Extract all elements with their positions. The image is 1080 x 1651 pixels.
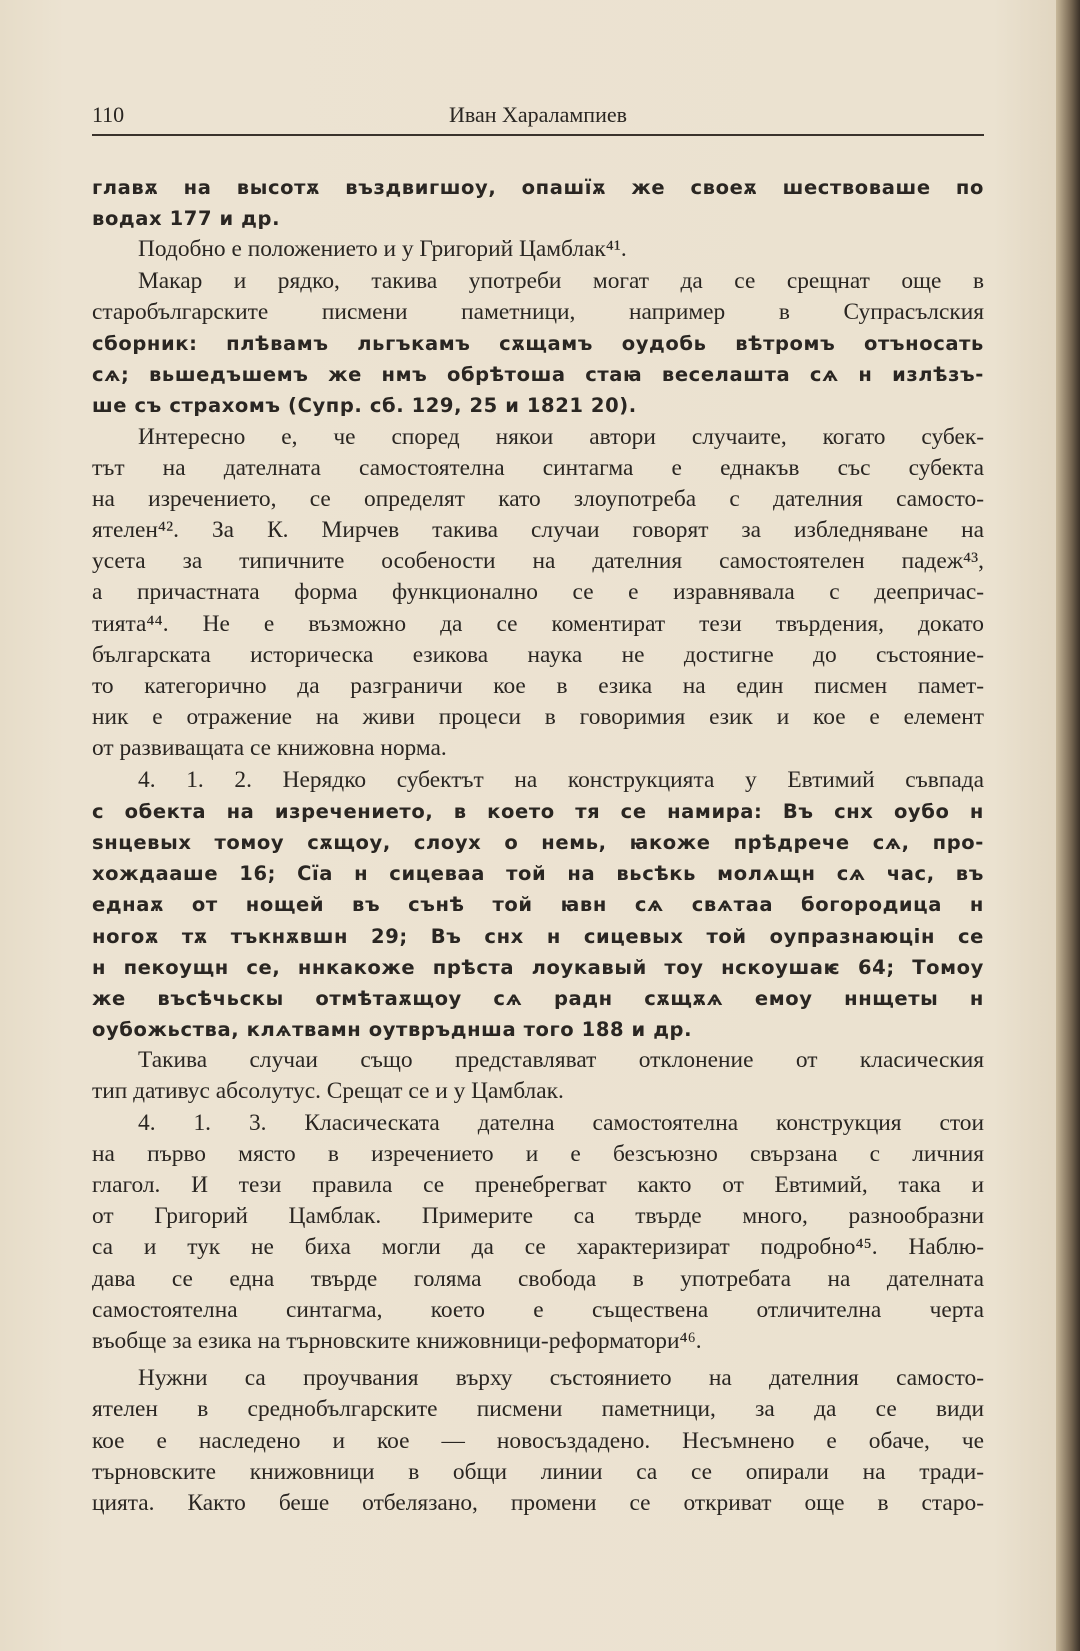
text-line: 4. 1. 2. Нерядко субектът на конструкцията у Евтимий съвпада	[138, 766, 984, 793]
running-head: Иван Харалампиев	[449, 102, 627, 127]
text-line: дава се една твърде голяма свобода в употребата на дателната	[92, 1265, 984, 1292]
text-line: Нужни са проучвания върху състоянието на дателния самосто-	[138, 1365, 984, 1392]
header-rule	[92, 134, 984, 136]
church-slavonic-line: хождааше 16; Сїа н сицеваа той на вьсѣкь молѧщн сѧ час, въ	[92, 862, 984, 886]
text-line: тът на дателната самостоятелна синтагма е еднакъв със субекта	[92, 454, 984, 481]
page-header	[92, 96, 984, 130]
church-slavonic-line: ѕнцевых томоу сѫщоу, слоух о немь, ꙗкоже прѣдрече сѧ, про-	[92, 830, 984, 854]
text-line: Интересно е, че според някои автори случаите, когато субек-	[138, 423, 984, 450]
text-line: глагол. И тези правила се пренебрегват както от Евтимий, така и	[92, 1172, 984, 1198]
text-line: Подобно е положението и у Григорий Цамблак⁴¹.	[138, 236, 627, 263]
church-slavonic-line: н пекоущн се, ннкакоже прѣста лоукавый тоу нскоушаѥ 64; Томоу	[92, 955, 984, 979]
text-line: на изречението, се определят като злоупотреба с дателния самосто-	[92, 485, 984, 512]
text-line: ятелен⁴². За К. Мирчев такива случаи говорят за избледняване на	[92, 517, 984, 544]
church-slavonic-line: же въсѣчьскы отмѣтаѫщоу сѧ радн сѫщѫѧ емоу ннщеты н	[92, 986, 984, 1010]
church-slavonic-line: сборник: плѣвамъ льгъкамъ сѫщамъ оудобь вѣтромъ отъносать	[92, 331, 984, 355]
church-slavonic-line: оубожьства, клѧтвамн оутвръднша того 188 и др.	[92, 1018, 693, 1042]
text-line: търновските книжовници в общи линии са се опирали на тради-	[92, 1458, 984, 1485]
text-line: усета за типичните особености на дателния самостоятелен падеж⁴³,	[92, 548, 984, 575]
church-slavonic-line: сѧ; вьшедъшемъ же нмъ обрѣтоша стаꙗ веселашта сѧ н излѣзъ-	[92, 363, 984, 387]
text-line: Такива случаи също представляват отклонение от класическия	[138, 1047, 984, 1074]
church-slavonic-line: ногоѫ тѫ тъкнѫвшн 29; Въ снх н сицевых той оупразнаюцін се	[92, 924, 984, 948]
page-number: 110	[92, 102, 125, 127]
text-line: са и тук не биха могли да се характеризират подробно⁴⁵. Наблю-	[92, 1234, 984, 1261]
text-line: ник е отражение на живи процеси в говоримия език и кое е елемент	[92, 704, 984, 731]
text-line: тип дативус абсолутус. Срещат се и у Цамблак.	[92, 1078, 564, 1105]
church-slavonic-line: еднаѫ от нощей въ сънѣ той ꙗвн сѧ свѧтаа богородица н	[92, 893, 984, 917]
text-line: то категорично да разграничи кое в езика на един писмен памет-	[92, 673, 984, 699]
text-line: 4. 1. 3. Класическата дателна самостоятелна конструкция стои	[138, 1109, 984, 1136]
text-line: от Григорий Цамблак. Примерите са твърде много, разнообразни	[92, 1203, 984, 1230]
text-line: българската историческа езикова наука не достигне до състояние-	[92, 641, 984, 668]
text-line: самостоятелна синтагма, което е съществена отличителна черта	[92, 1296, 984, 1323]
text-line: ятелен в среднобългарските писмени паметници, за да се види	[92, 1396, 984, 1423]
church-slavonic-line: главѫ на высотѫ въздвигшоу, опашїѫ же своеѫ шествоваше по	[92, 176, 984, 199]
text-line: на първо място в изречението и е безсъюзно свързана с личния	[92, 1140, 984, 1167]
body-text	[92, 172, 984, 1519]
text-line: тията⁴⁴. Не е възможно да се коментират тези твърдения, докато	[92, 610, 984, 637]
church-slavonic-line: ше съ страхомъ (Супр. сб. 129, 25 и 1821 20).	[92, 394, 637, 418]
text-line: цията. Както беше отбелязано, промени се откриват още в старо-	[92, 1489, 984, 1516]
text-line: Макар и рядко, такива употреби могат да се срещнат още в	[138, 267, 984, 294]
text-line: а причастната форма функционално се е изравнявала с деепричас-	[92, 579, 984, 606]
book-spine-edge	[1056, 0, 1080, 1651]
church-slavonic-line: водах 177 и др.	[92, 207, 281, 231]
text-line: кое е наследено и кое — новосъздадено. Несъмнено е обаче, че	[92, 1427, 984, 1454]
text-line: старобългарските писмени паметници, например в Супрасълския	[92, 298, 984, 325]
text-line: от развиващата се книжовна норма.	[92, 735, 447, 762]
text-line: въобще за езика на търновските книжовници-реформатори⁴⁶.	[92, 1327, 702, 1354]
church-slavonic-line: с обекта на изречението, в което тя се намира: Въ снх оубо н	[92, 799, 984, 823]
